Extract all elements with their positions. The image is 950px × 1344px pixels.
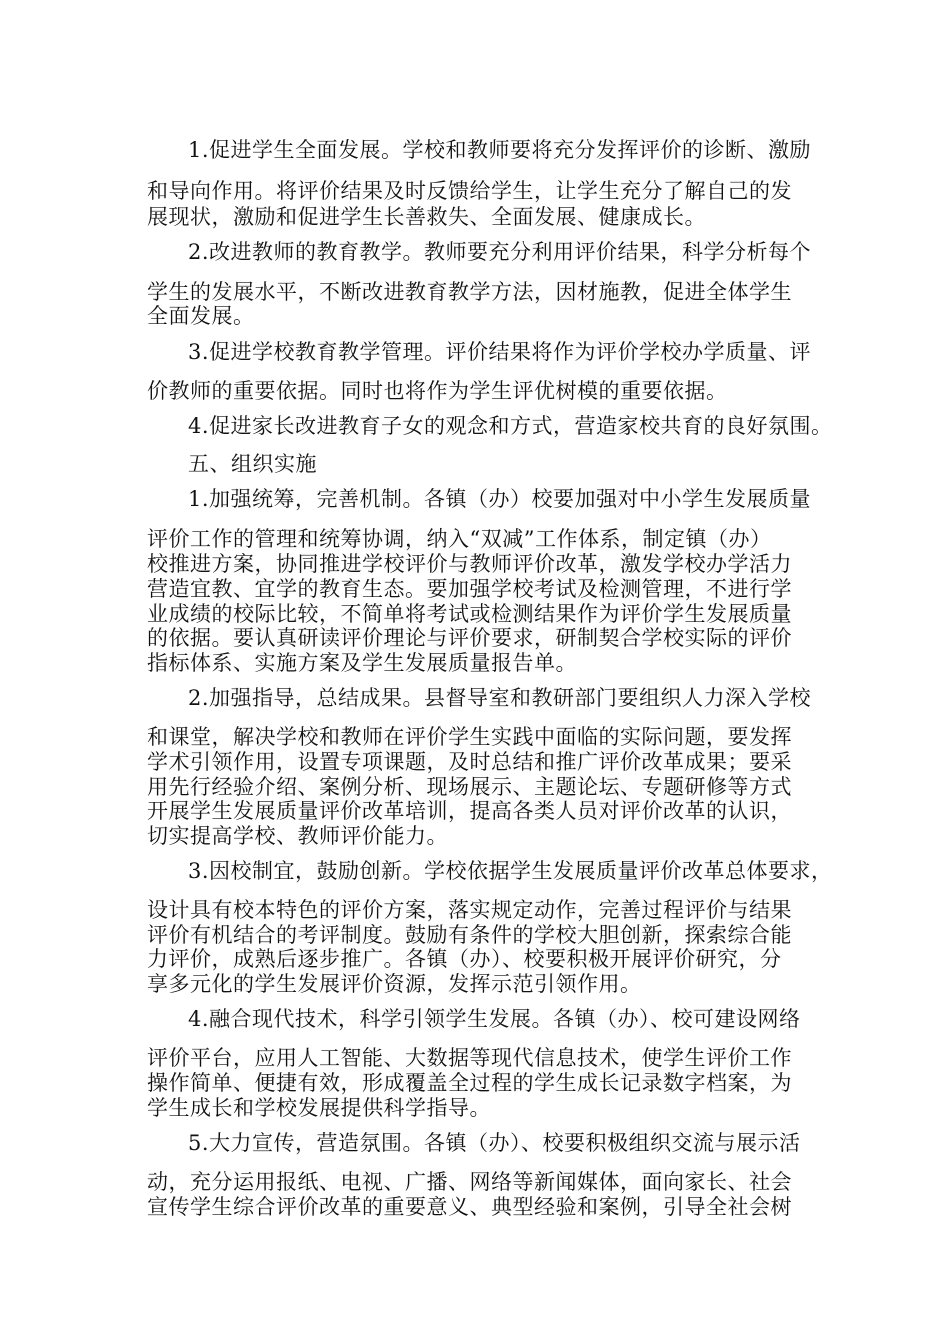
paragraph-7-line-2: 设计具有校本特色的评价方案，落实规定动作，完善过程评价与结果 [147, 898, 792, 922]
paragraph-1-line-1: 1.促进学生全面发展。学校和教师要将充分发挥评价的诊断、激励 [188, 138, 812, 162]
paragraph-3-line-1: 3.促进学校教育教学管理。评价结果将作为评价学校办学质量、评 [188, 340, 812, 364]
paragraph-8-line-4: 学生成长和学校发展提供科学指导。 [147, 1096, 491, 1120]
paragraph-6-line-5: 开展学生发展质量评价改革培训，提高各类人员对评价改革的认识， [147, 799, 792, 823]
section-heading-organization: 五、组织实施 [188, 452, 317, 476]
paragraph-6-line-4: 用先行经验介绍、案例分析、现场展示、主题论坛、专题研修等方式 [147, 775, 792, 799]
paragraph-5-line-3: 校推进方案，协同推进学校评价与教师评价改革，激发学校办学活力 [147, 552, 792, 576]
paragraph-2-line-2: 学生的发展水平，不断改进教育教学方法，因材施教，促进全体学生 [147, 280, 792, 304]
paragraph-2-line-3: 全面发展。 [147, 304, 255, 328]
paragraph-1-line-2: 和导向作用。将评价结果及时反馈给学生，让学生充分了解自己的发 [147, 179, 792, 203]
paragraph-3-line-2: 价教师的重要依据。同时也将作为学生评优树模的重要依据。 [147, 379, 728, 403]
paragraph-5-line-4: 营造宜教、宜学的教育生态。要加强学校考试及检测管理，不进行学 [147, 577, 792, 601]
paragraph-5-line-2: 评价工作的管理和统筹协调，纳入“双减”工作体系，制定镇（办） [147, 527, 772, 551]
paragraph-5-line-7: 指标体系、实施方案及学生发展质量报告单。 [147, 651, 577, 675]
paragraph-5-line-6: 的依据。要认真研读评价理论与评价要求，研制契合学校实际的评价 [147, 626, 792, 650]
paragraph-7-line-4: 力评价，成熟后逐步推广。各镇（办）、校要积极开展评价研究，分 [147, 947, 782, 971]
paragraph-6-line-6: 切实提高学校、教师评价能力。 [147, 824, 448, 848]
paragraph-6-line-3: 学术引领作用，设置专项课题，及时总结和推广评价改革成果；要采 [147, 750, 792, 774]
paragraph-6-line-1: 2.加强指导，总结成果。县督导室和教研部门要组织人力深入学校 [188, 686, 812, 710]
paragraph-8-line-1: 4.融合现代技术，科学引领学生发展。各镇（办）、校可建设网络 [188, 1007, 801, 1031]
paragraph-8-line-2: 评价平台，应用人工智能、大数据等现代信息技术，使学生评价工作 [147, 1046, 792, 1070]
paragraph-9-line-1: 5.大力宣传，营造氛围。各镇（办）、校要积极组织交流与展示活 [188, 1131, 801, 1155]
paragraph-7-line-5: 享多元化的学生发展评价资源，发挥示范引领作用。 [147, 972, 642, 996]
paragraph-9-line-2: 动，充分运用报纸、电视、广播、网络等新闻媒体，面向家长、社会 [147, 1170, 792, 1194]
paragraph-1-line-3: 展现状，激励和促进学生长善救失、全面发展、健康成长。 [147, 205, 706, 229]
paragraph-2-line-1: 2.改进教师的教育教学。教师要充分利用评价结果，科学分析每个 [188, 240, 812, 264]
paragraph-5-line-5: 业成绩的校际比较，不简单将考试或检测结果作为评价学生发展质量 [147, 602, 792, 626]
paragraph-5-line-1: 1.加强统筹，完善机制。各镇（办）校要加强对中小学生发展质量 [188, 487, 812, 511]
paragraph-7-line-3: 评价有机结合的考评制度。鼓励有条件的学校大胆创新，探索综合能 [147, 923, 792, 947]
paragraph-4-line-1: 4.促进家长改进教育子女的观念和方式，营造家校共育的良好氛围。 [188, 414, 833, 438]
paragraph-7-line-1: 3.因校制宜，鼓励创新。学校依据学生发展质量评价改革总体要求， [188, 859, 833, 883]
paragraph-9-line-3: 宣传学生综合评价改革的重要意义、典型经验和案例，引导全社会树 [147, 1195, 792, 1219]
paragraph-6-line-2: 和课堂，解决学校和教师在评价学生实践中面临的实际问题，要发挥 [147, 725, 792, 749]
paragraph-8-line-3: 操作简单、便捷有效，形成覆盖全过程的学生成长记录数字档案，为 [147, 1071, 792, 1095]
